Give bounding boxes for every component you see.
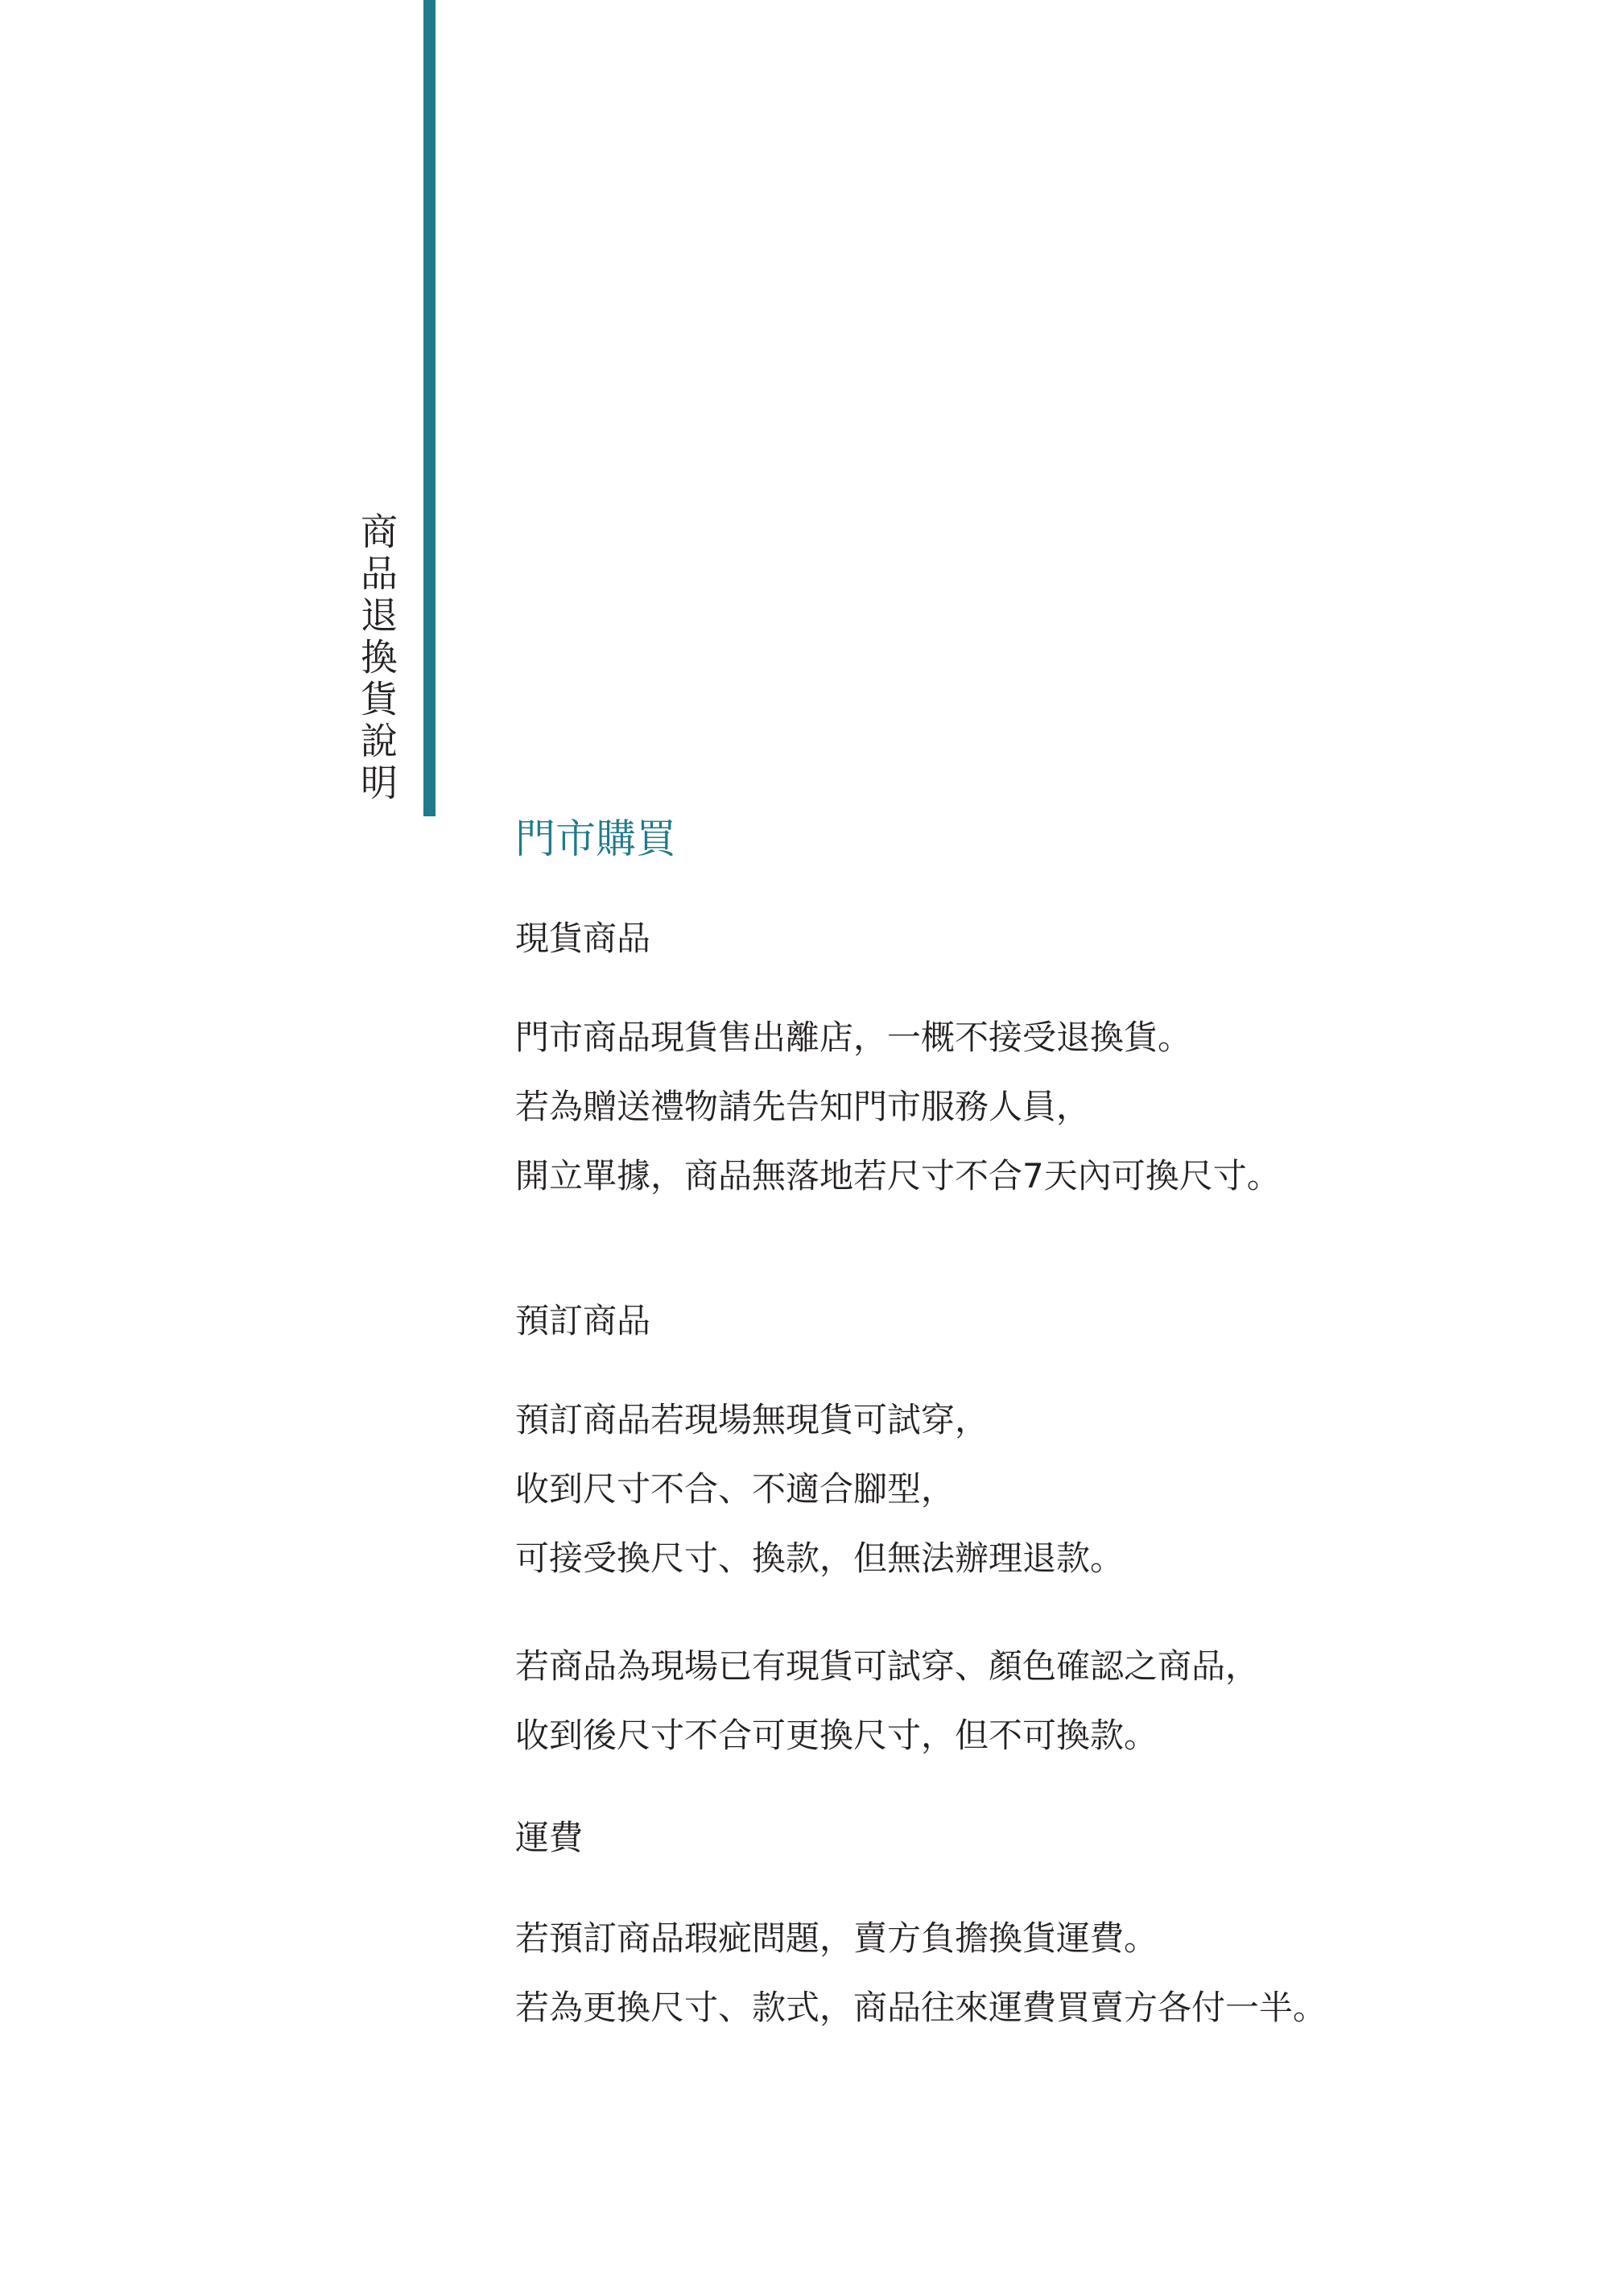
paragraph-shipping xyxy=(515,1904,1327,2042)
section-title: 門市購買 xyxy=(515,816,676,862)
text-line: 開立單據，商品無落地若尺寸不合7天內可換尺寸。 xyxy=(515,1156,1281,1195)
text-line: 收到後尺寸不合可更換尺寸，但不可換款。 xyxy=(515,1716,1158,1755)
accent-bar xyxy=(423,0,436,816)
paragraph-in-stock xyxy=(515,1003,1281,1211)
heading-pre-order: 預訂商品 xyxy=(515,1301,651,1340)
text-line: 若預訂商品瑕疵問題，賣方負擔換貨運費。 xyxy=(515,1918,1158,1958)
text-line: 預訂商品若現場無現貨可試穿， xyxy=(515,1400,989,1439)
text-line: 收到尺寸不合、不適合腳型， xyxy=(515,1469,956,1509)
heading-shipping: 運費 xyxy=(515,1818,584,1857)
side-title: 商品退換貨說明 xyxy=(355,512,398,805)
heading-in-stock: 現貨商品 xyxy=(515,919,651,958)
text-line: 可接受換尺寸、換款，但無法辦理退款。 xyxy=(515,1538,1125,1578)
text-line: 若為贈送禮物請先告知門市服務人員， xyxy=(515,1087,1091,1126)
paragraph-pre-order-1 xyxy=(515,1385,1124,1593)
text-line: 門市商品現貨售出離店，一概不接受退換貨。 xyxy=(515,1018,1192,1057)
paragraph-pre-order-2 xyxy=(515,1632,1259,1770)
text-line: 若商品為現場已有現貨可試穿、顏色確認之商品， xyxy=(515,1646,1260,1686)
text-line: 若為更換尺寸、款式，商品往來運費買賣方各付一半。 xyxy=(515,1988,1327,2027)
